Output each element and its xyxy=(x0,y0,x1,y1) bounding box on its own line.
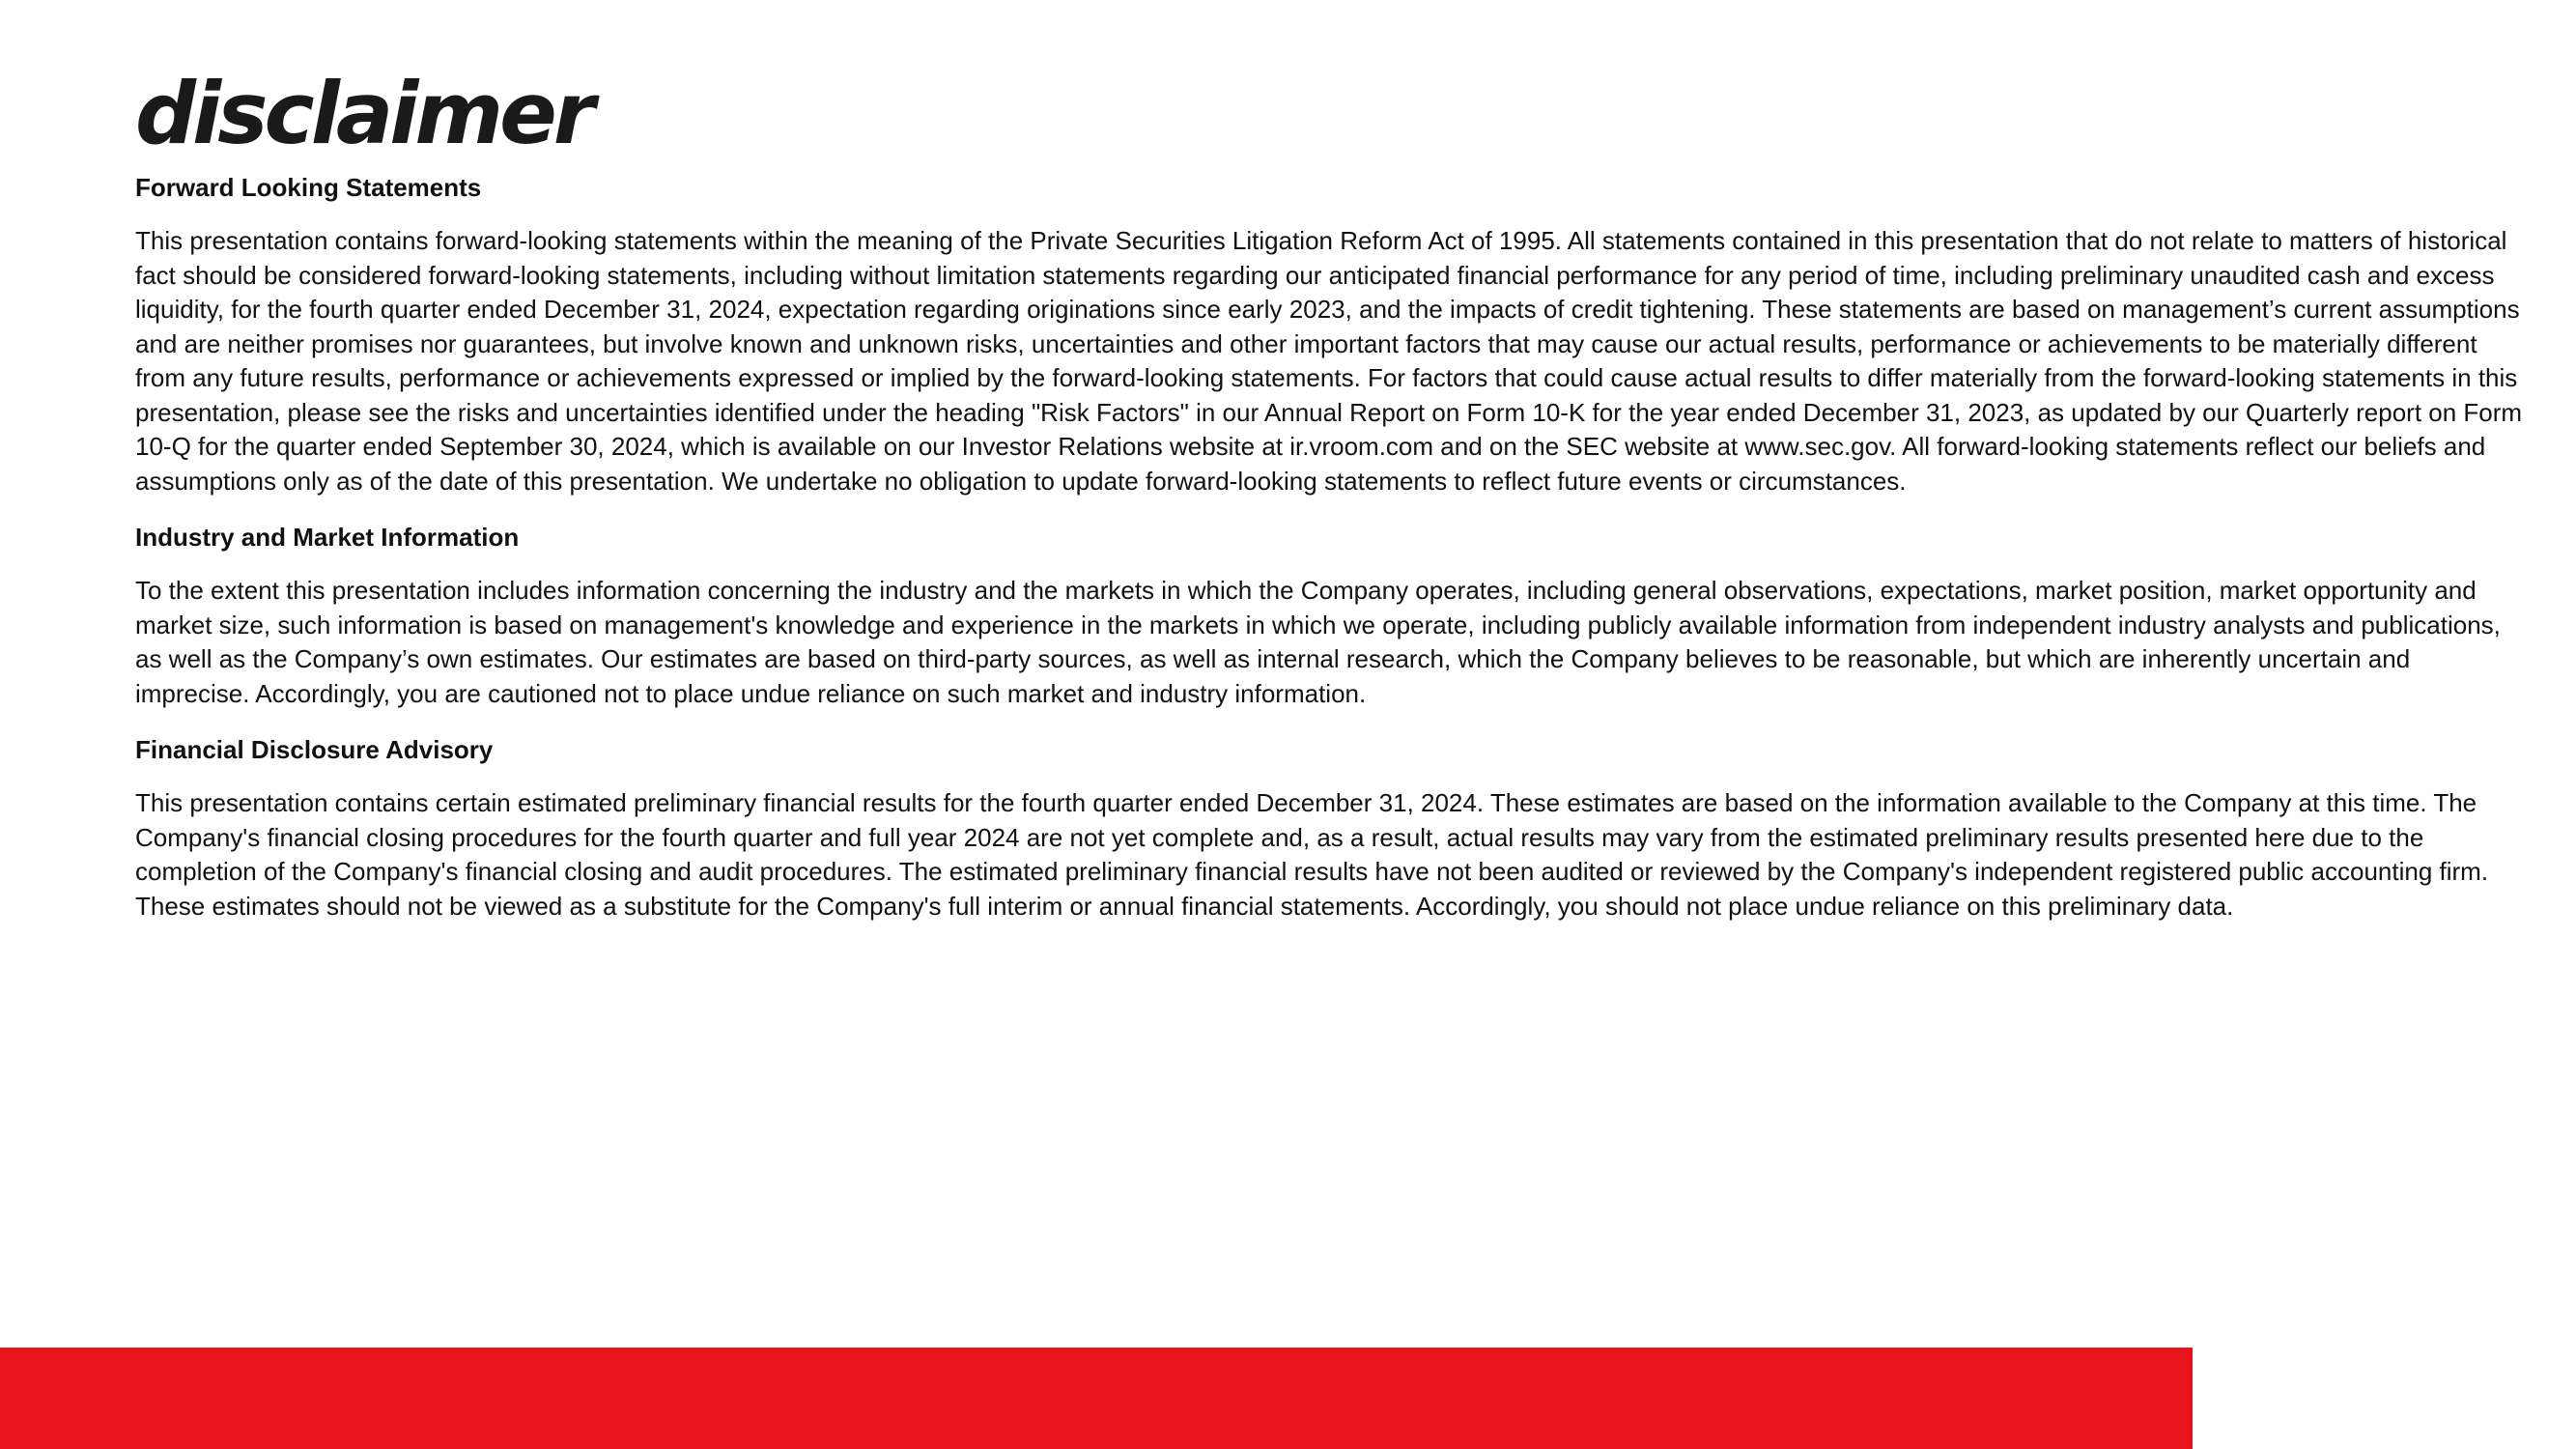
section-body: This presentation contains certain estimated preliminary financial results for the fourth quarter ended December 31, 2024. These estimates are based on the information available to the Company at this time. The Company's financial closing procedures for the fourth quarter and full year 2024 are not yet complete and, as a result, actual results may vary from the estimated preliminary results presented here due to the completion of the Company's financial closing and audit procedures. The estimated preliminary financial results have not been audited or reviewed by the Company's independent registered public accounting firm. These estimates should not be viewed as a substitute for the Company's full interim or annual financial statements. Accordingly, you should not place undue reliance on this preliminary data. xyxy=(135,788,2489,921)
section-heading: Forward Looking Statements xyxy=(135,173,482,202)
section-financial-disclosure-advisory xyxy=(135,732,2525,923)
section-heading: Financial Disclosure Advisory xyxy=(135,735,494,764)
section-body: To the extent this presentation includes information concerning the industry and the markets in which the Company operates, including general observations, expectations, market position, market opportunity and market size, such information is based on management's knowledge and experience in the markets in which we operate, including publicly available information from independent industry analysts and publications, as well as the Company’s own estimates. Our estimates are based on third-party sources, as well as internal research, which the Company believes to be reasonable, but which are inherently uncertain and imprecise. Accordingly, you are cautioned not to place undue reliance on such market and industry information. xyxy=(135,576,2501,708)
section-heading: Industry and Market Information xyxy=(135,523,520,552)
footer-accent-bar xyxy=(0,1348,2193,1449)
slide-content xyxy=(135,64,2525,945)
page-title: disclaimer xyxy=(135,64,592,163)
section-forward-looking-statements xyxy=(135,170,2525,498)
section-industry-market-information xyxy=(135,520,2525,711)
section-body: This presentation contains forward-looking statements within the meaning of the Private Securities Litigation Reform Act of 1995. All statements contained in this presentation that do not relate to matters of historical fact should be considered forward-looking statements, including without limitation statements regarding our anticipated financial performance for any period of time, including preliminary unaudited cash and excess liquidity, for the fourth quarter ended December 31, 2024, expectation regarding originations since early 2023, and the impacts of credit tightening. These statements are based on management’s current assumptions and are neither promises nor guarantees, but involve known and unknown risks, uncertainties and other important factors that may cause our actual results, performance or achievements to be materially different from any future results, performance or achievements expressed or implied by the forward-looking statements. For factors that could cause actual results to differ materially from the forward-looking statements in this presentation, please see the risks and uncertainties identified under the heading "Risk Factors" in our Annual Report on Form 10-K for the year ended December 31, 2023, as updated by our Quarterly report on Form 10-Q for the quarter ended September 30, 2024, which is available on our Investor Relations website at ir.vroom.com and on the SEC website at www.sec.gov. All forward-looking statements reflect our beliefs and assumptions only as of the date of this presentation. We undertake no obligation to update forward-looking statements to reflect future events or circumstances. xyxy=(135,226,2523,496)
